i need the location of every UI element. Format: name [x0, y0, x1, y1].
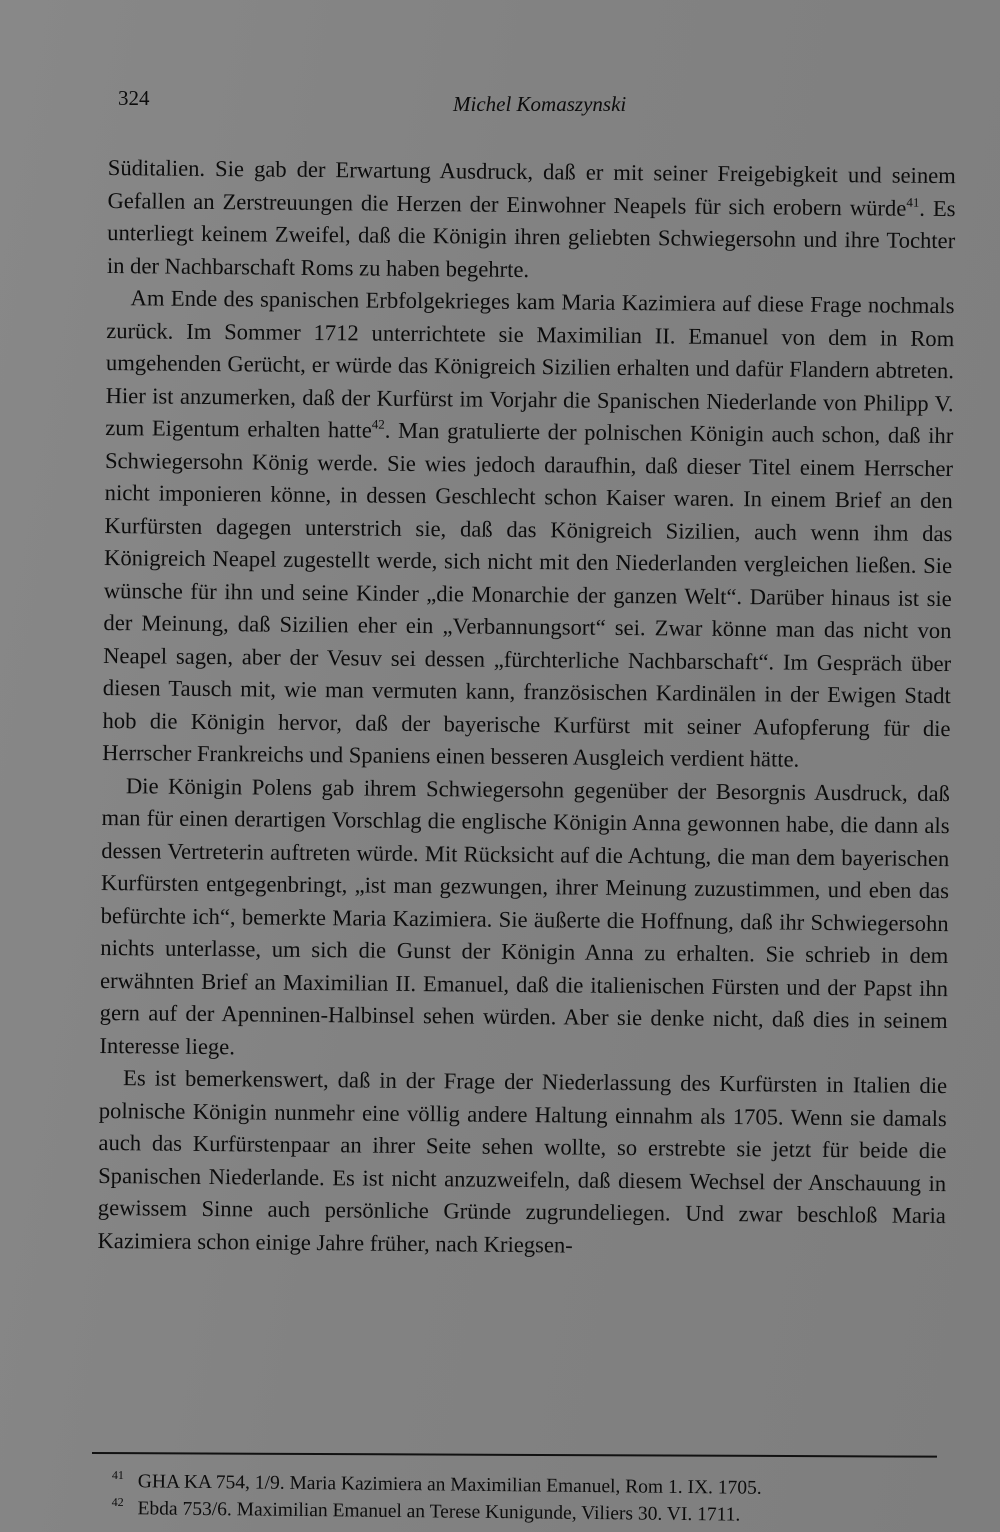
footnote-text: Ebda 753/6. Maximilian Emanuel an Terese Kunigunde, Viliers 30. VI. 1711.: [137, 1498, 741, 1526]
paragraph-1: [107, 152, 956, 290]
paragraph-1-text-cont: . Es unterliegt keinem Zweifel, daß die Königin ihren geliebten Schwiegersohn und ihre Tochter in der Nachbarschaft Roms zu haben begehrte.: [106, 195, 956, 282]
paragraph-3: [99, 769, 950, 1070]
paragraph-2-text-cont: . Man gratulierte der polnischen Königin auch schon, daß ihr Schwiegersohn König werde. Sie wies jedoch daraufhin, daß dieser Titel einem Herrscher nicht imponieren könne, in dessen Geschlecht schon Kaiser waren. In einem Brief an den Kurfürsten dagegen unterstrich sie, daß das Königreich Sizilien, auch wenn ihm das Königreich Neapel zugestellt werde, sich nicht mit den Niederlanden vergleichen ließen. Sie wünsche für ihn und seine Kinder „die Monarchie der ganzen Welt“. Darüber hinaus ist sie der Meinung, daß Sizilien eher ein „Verbannungsort“ sei. Zwar könne man das nicht von Neapel sagen, aber der Vesuv sei dessen „fürchterliche Nachbarschaft“. Im Gespräch über diesen Tausch mit, wie man vermuten kann, französischen Kardinälen in der Ewigen Stadt hob die Königin hervor, daß der bayerische Kurfürst mit seiner Aufopferung für die Herrscher Frankreichs und Spaniens einen besseren Ausgleich verdient hätte.: [102, 417, 954, 772]
running-head-author: Michel Komaszynski: [453, 92, 627, 116]
footnote-text: GHA KA 754, 1/9. Maria Kazimiera an Maximilian Emanuel, Rom 1. IX. 1705.: [137, 1471, 762, 1499]
footnote-separator-rule: [92, 1452, 937, 1458]
paragraph-2-text: Am Ende des spanischen Erbfolgekrieges kam Maria Kazimiera auf diese Frage nochmals zurück. Im Sommer 1712 unterrichtete sie Maximilian II. Emanuel von dem in Rom umgehenden Gerücht, er würde das Königreich Sizilien erhalten und dafür Flandern abtreten. Hier ist anzumerken, daß der Kurfürst im Vorjahr die Spanischen Niederlande von Philipp V. zum Eigentum erhalten hatte: [105, 285, 955, 443]
page-header: [118, 86, 938, 122]
paragraph-4: [97, 1062, 947, 1265]
footnote-ref-41: 41: [906, 194, 920, 210]
footnote-ref-42: 42: [371, 416, 385, 432]
body-text: [97, 152, 956, 1265]
paragraph-1-text: Süditalien. Sie gab der Erwartung Ausdruck, daß er mit seiner Freigebigkeit und seinem Gefallen an Zerstreuungen die Herzen der Einwohner Neapels für sich erobern würde: [107, 154, 956, 221]
paragraph-2: [102, 282, 955, 778]
footnotes: [111, 1468, 932, 1531]
paragraph-4-text: Es ist bemerkenswert, daß in der Frage der Niederlassung des Kurfürsten in Italien die polnische Königin nunmehr eine völlig andere Haltung einnahm als 1705. Wenn sie damals auch das Kurfürstenpaar an ihrer Seite sehen wollte, so erstrebte sie jetzt für beide die Spanischen Niederlande. Es ist nicht anzuzweifeln, daß diesem Wechsel der Anschauung in gewissem Sinne auch persönliche Gründe zugrundeliegen. Und zwar beschloß Maria Kazimiera schon einige Jahre früher, nach Kriegsen-: [97, 1065, 948, 1258]
page-number: 324: [118, 86, 150, 110]
paragraph-3-text: Die Königin Polens gab ihrem Schwiegersohn gegenüber der Besorgnis Ausdruck, daß man für einen derartigen Vorschlag die englische Königin Anna gewonnen habe, die dann als dessen Vertreterin auftreten würde. Mit Rücksicht auf die Achtung, die man dem bayerischen Kurfürsten entgegenbringt, „ist man gezwungen, ihrer Meinung zuzustimmen, und eben das befürchte ich“, bemerkte Maria Kazimiera. Sie äußerte die Hoffnung, daß ihr Schwiegersohn nichts unterlasse, um sich die Gunst der Königin Anna zu erhalten. Sie schrieb in dem erwähnten Brief an Maximilian II. Emanuel, daß die italienischen Fürsten und der Papst ihn gern auf der Apenninen-Halbinsel sehen würden. Aber sie denke nicht, daß dies in seinem Interesse liege.: [99, 772, 951, 1059]
